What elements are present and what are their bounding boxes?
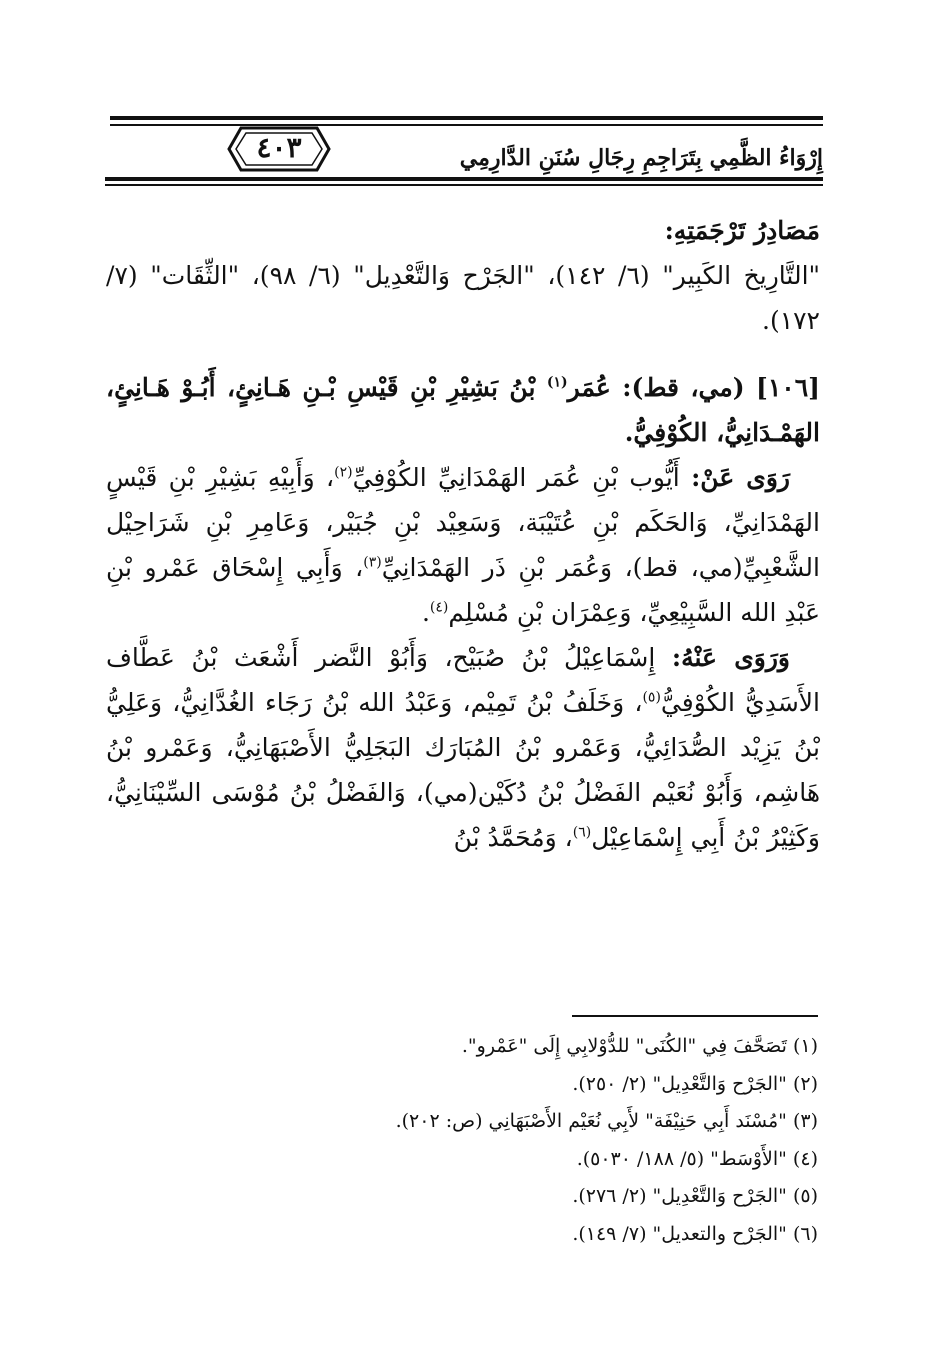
narrated-by-text-1: إِسْمَاعِيْلُ بْنُ صُبَيْح، وَأَبُوْ النَّضر أَشْعَث بْنُ عَطَّاف الأَسَدِيُّ الكُوْفِيُّ xyxy=(106,643,820,717)
narrated-from-label: رَوَى عَنْ: xyxy=(691,463,791,492)
narrated-by-paragraph xyxy=(106,635,820,860)
footnote-ref-2[interactable]: (٢) xyxy=(334,464,353,481)
footnote-5: (٥) "الجَرْح وَالتَّعْدِيل" (٢/ ٢٧٦). xyxy=(572,1185,818,1207)
narrated-from-text-1: أَيُّوب بْنِ عُمَر الهَمْدَانِيِّ الكُوْفِيِّ xyxy=(352,463,680,492)
entry-name: عُمَر xyxy=(567,373,611,402)
narrated-from-text-2: ، وَأَبِيْهِ بَشِيْرِ بْنِ قَيْسٍ الهَمْدَانِيِّ، وَالحَكَم بْنِ عُتَيْبَة، وَسَعِيْد بْنِ جُبَيْر، وَعَامِرِ بْنِ شَرَاحِيْل الشَّعْبِيِّ(مي، قط)، وَعُمَر بْنِ ذَر الهَمْدَانِيِّ xyxy=(106,463,820,582)
footnote-4: (٤) "الأَوْسَط" (٥/ ١٨٨/ ٥٠٣٠). xyxy=(576,1147,818,1170)
page-header xyxy=(105,112,823,200)
footnote-ref-5[interactable]: (٥) xyxy=(642,689,661,706)
footnote-2: (٢) "الجَرْح وَالتَّعْدِيل" (٢/ ٢٥٠). xyxy=(572,1072,818,1095)
footnote-ref-1[interactable]: (١) xyxy=(546,374,568,391)
entry-number: [١٠٦] (مي، قط): xyxy=(622,373,820,402)
footnote-3: (٣) "مُسْنَد أَبِي حَنِيْفَة" لأَبِي نُعَيْم الأَصْبَهَانِي (ص: ٢٠٢). xyxy=(395,1110,818,1132)
footnotes xyxy=(120,1028,818,1253)
header-rule-bottom-thin xyxy=(105,184,823,186)
header-rule-top xyxy=(110,116,823,120)
footnote-separator xyxy=(572,1015,818,1017)
narrated-by-label: وَرَوَى عَنْهُ: xyxy=(671,643,791,672)
footnote-1: (١) تَصَحَّفَ فِي "الكُنَى" للدُّوْلابِي إِلَى "عَمْرو". xyxy=(461,1035,818,1057)
header-rule-top-thin xyxy=(110,124,823,126)
narrated-from-text-3: ، وَأَبِي إِسْحَاق عَمْرو بْنِ عَبْدِ الله السَّبِيْعِيِّ، وَعِمْرَان بْنِ مُسْلِم xyxy=(106,553,820,627)
sources-heading: مَصَادِرُ تَرْجَمَتِهِ: xyxy=(664,216,820,245)
entry-lineage: بْنُ بَشِيْرِ بْنِ قَيْسِ بْـنِ هَـانِئٍ، أَبُـوْ هَـانِئٍ، الهَمْـدَانِيُّ، الكُوْفِيُّ. xyxy=(106,373,820,447)
footnote-ref-3[interactable]: (٣) xyxy=(363,554,382,571)
entry-heading xyxy=(106,365,820,455)
page-number: ٤٠٣ xyxy=(256,131,302,164)
main-text xyxy=(106,208,820,860)
sources-text: "التَّارِيخ الكَبِير" (٦/ ١٤٢)، "الجَرْح وَالتَّعْدِيل" (٦/ ٩٨)، "الثِّقَات" (٧/ ١٧٢). xyxy=(106,261,821,335)
book-title: إِرْوَاءُ الظَّمِي بِتَرَاجِمِ رِجَالِ سُنَنِ الدَّارِمِي xyxy=(459,145,823,171)
narrated-from-paragraph xyxy=(106,455,820,635)
narrated-by-text-3: ، وَمُحَمَّدُ بْنُ xyxy=(453,823,573,852)
footnote-6: (٦) "الجَرْح والتعديل" (٧/ ١٤٩). xyxy=(572,1222,818,1245)
footnote-ref-6[interactable]: (٦) xyxy=(572,824,592,841)
footnote-ref-4[interactable]: (٤) xyxy=(429,599,449,616)
page-number-badge xyxy=(227,124,331,174)
narrated-by-text-2: ، وَخَلَفُ بْنُ تَمِيْم، وَعَبْدُ الله بْنُ رَجَاء الغُدَّانِيُّ، وَعَلِيُّ بْنُ يَزِيْد الصُّدَائِيُّ، وَعَمْرو بْنُ المُبَارَك البَجَلِيُّ الأَصْبَهَانِيُّ، وَعَمْرو بْنُ هَاشِم، وَأَبُوْ نُعَيْم الفَضْلُ بْنُ دُكَيْن(مي)، وَالفَضْلُ بْنُ مُوْسَى السِّيْنَانِيُّ، وَكَثِيْرُ بْنُ أَبِي إِسْمَاعِيْل xyxy=(106,688,820,852)
header-rule-bottom xyxy=(105,177,823,181)
narrated-from-text-4: . xyxy=(421,598,430,627)
